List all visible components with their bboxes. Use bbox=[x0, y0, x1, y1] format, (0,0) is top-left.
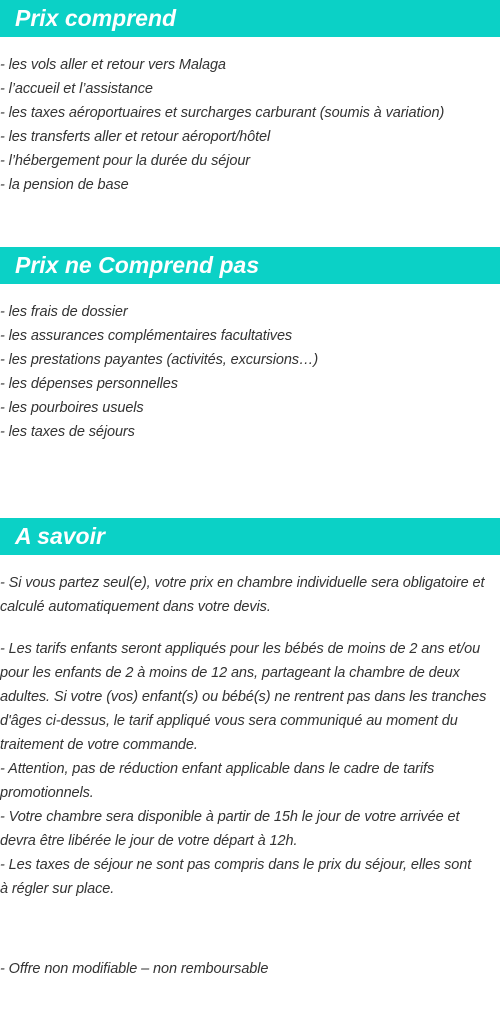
section-title: Prix comprend bbox=[0, 0, 500, 37]
list-item: - les taxes aéroportuaires et surcharges carburant (soumis à variation) bbox=[0, 105, 445, 121]
section-a-savoir bbox=[0, 518, 500, 981]
list-item: - les assurances complémentaires facultatives bbox=[0, 328, 293, 344]
info-paragraph: - Si vous partez seul(e), votre prix en chambre individuelle sera obligatoire et calculé automatiquement dans votre devis. bbox=[0, 575, 485, 615]
excluded-list bbox=[0, 300, 500, 444]
included-list bbox=[0, 53, 500, 197]
info-paragraph: - Attention, pas de réduction enfant applicable dans le cadre de tarifs promotionnels. bbox=[0, 761, 435, 801]
info-paragraph: - Offre non modifiable – non remboursable bbox=[0, 961, 269, 977]
section-prix-comprend bbox=[0, 0, 500, 197]
list-item: - les transferts aller et retour aéroport/hôtel bbox=[0, 129, 271, 145]
section-title: A savoir bbox=[0, 518, 500, 555]
list-item: - les frais de dossier bbox=[0, 304, 128, 320]
list-item: - l’accueil et l’assistance bbox=[0, 81, 153, 97]
list-item: - les prestations payantes (activités, excursions…) bbox=[0, 352, 319, 368]
list-item: - l’hébergement pour la durée du séjour bbox=[0, 153, 251, 169]
info-paragraph: - Les taxes de séjour ne sont pas compris dans le prix du séjour, elles sont à régler sur place. bbox=[0, 857, 472, 897]
list-item: - les dépenses personnelles bbox=[0, 376, 178, 392]
info-paragraph: - Les tarifs enfants seront appliqués pour les bébés de moins de 2 ans et/ou pour les enfants de 2 à moins de 12 ans, partageant la chambre de deux adultes. Si votre (vos) enfant(s) ou bébé(s) ne rentrent pas dans les tranches d'âges ci-dessus, le tarif appliqué vous sera communiqué au moment du traitement de votre commande. bbox=[0, 641, 487, 753]
list-item: - la pension de base bbox=[0, 177, 129, 193]
list-item: - les vols aller et retour vers Malaga bbox=[0, 57, 226, 73]
section-prix-ne-comprend-pas bbox=[0, 247, 500, 444]
list-item: - les taxes de séjours bbox=[0, 424, 135, 440]
list-item: - les pourboires usuels bbox=[0, 400, 144, 416]
section-title: Prix ne Comprend pas bbox=[0, 247, 500, 284]
info-paragraph: - Votre chambre sera disponible à partir de 15h le jour de votre arrivée et devra être libérée le jour de votre départ à 12h. bbox=[0, 809, 460, 849]
